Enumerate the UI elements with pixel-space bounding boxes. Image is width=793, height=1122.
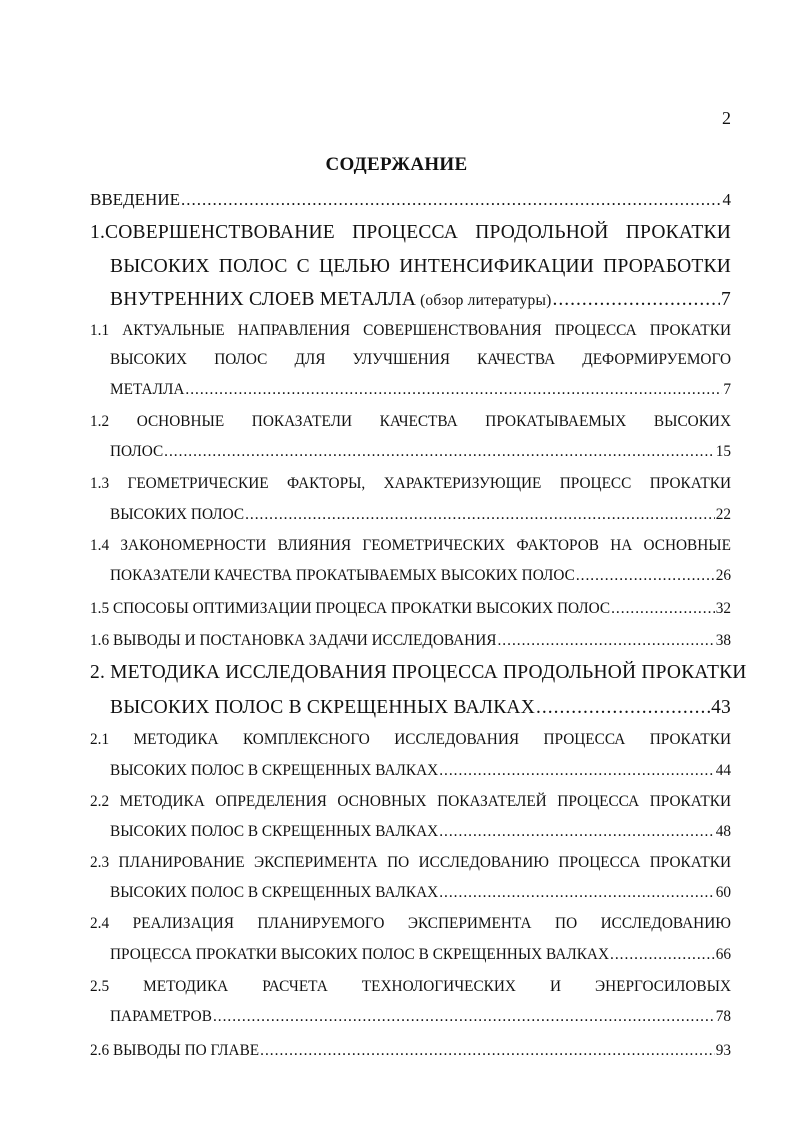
toc-page-number: 7 xyxy=(723,381,731,398)
toc-entry-line: 1.СОВЕРШЕНСТВОВАНИЕ ПРОЦЕССА ПРОДОЛЬНОЙ ПРОКАТКИ xyxy=(90,222,731,243)
toc-page-number: 48 xyxy=(715,823,731,840)
toc-entry-line: 1.1 АКТУАЛЬНЫЕ НАПРАВЛЕНИЯ СОВЕРШЕНСТВОВАНИЯ ПРОЦЕССА ПРОКАТКИ xyxy=(90,322,731,339)
page-title: СОДЕРЖАНИЕ xyxy=(325,154,468,175)
toc-entry-line xyxy=(110,443,731,461)
toc-page-number: 43 xyxy=(711,697,731,718)
toc-entry-label: 2.6 ВЫВОДЫ ПО ГЛАВЕ xyxy=(90,1042,260,1059)
toc-page-number: 78 xyxy=(715,1008,731,1025)
toc-entry-label: ПОКАЗАТЕЛИ КАЧЕСТВА ПРОКАТЫВАЕМЫХ ВЫСОКИХ ПОЛОС xyxy=(110,567,575,584)
dot-leader xyxy=(245,506,715,524)
toc-entry-line: 2.1 МЕТОДИКА КОМПЛЕКСНОГО ИССЛЕДОВАНИЯ ПРОЦЕССА ПРОКАТКИ xyxy=(90,731,731,748)
toc-page-number: 4 xyxy=(722,190,731,209)
page-number: 2 xyxy=(722,108,731,128)
dot-leader xyxy=(439,823,715,841)
dot-leader xyxy=(497,632,714,650)
toc-entry-line: 2.3 ПЛАНИРОВАНИЕ ЭКСПЕРИМЕНТА ПО ИССЛЕДОВАНИЮ ПРОЦЕССА ПРОКАТКИ xyxy=(90,854,731,871)
toc-entry-line xyxy=(110,762,731,780)
toc-entry-line: 1.3 ГЕОМЕТРИЧЕСКИЕ ФАКТОРЫ, ХАРАКТЕРИЗУЮЩИЕ ПРОЦЕСС ПРОКАТКИ xyxy=(90,475,731,492)
toc-entry-line xyxy=(110,506,731,524)
dot-leader xyxy=(611,600,715,618)
toc-entry-line xyxy=(90,1042,731,1060)
toc-entry-line xyxy=(90,600,731,618)
toc-entry-label: ВНУТРЕННИХ СЛОЕВ МЕТАЛЛА (обзор литературы) xyxy=(110,289,552,310)
toc-entry-line xyxy=(110,1008,731,1026)
toc-page-number: 7 xyxy=(721,289,731,310)
toc-page-number: 15 xyxy=(715,443,731,460)
toc-entry-line: 1.2 ОСНОВНЫЕ ПОКАЗАТЕЛИ КАЧЕСТВА ПРОКАТЫВАЕМЫХ ВЫСОКИХ xyxy=(90,413,731,430)
toc-entry-line xyxy=(110,289,731,311)
toc-entry-line xyxy=(90,632,731,650)
toc-entry-line: ВЫСОКИХ ПОЛОС ДЛЯ УЛУЧШЕНИЯ КАЧЕСТВА ДЕФОРМИРУЕМОГО xyxy=(110,351,731,368)
toc-page-number: 60 xyxy=(715,884,731,901)
toc-entry-label: ВЫСОКИХ ПОЛОС В СКРЕЩЕННЫХ ВАЛКАХ xyxy=(110,884,439,901)
toc-entry-label: ВЫСОКИХ ПОЛОС В СКРЕЩЕННЫХ ВАЛКАХ xyxy=(110,762,439,779)
toc-entry-line: ВЫСОКИХ ПОЛОС С ЦЕЛЬЮ ИНТЕНСИФИКАЦИИ ПРОРАБОТКИ xyxy=(110,256,731,277)
toc-page-number: 44 xyxy=(715,762,731,779)
dot-leader xyxy=(536,697,710,719)
toc-page-number: 93 xyxy=(715,1042,731,1059)
toc-page-number: 66 xyxy=(715,946,731,963)
toc-entry-label: ВЫСОКИХ ПОЛОС В СКРЕЩЕННЫХ ВАЛКАХ xyxy=(110,823,439,840)
toc-entry-line: 2.2 МЕТОДИКА ОПРЕДЕЛЕНИЯ ОСНОВНЫХ ПОКАЗАТЕЛЕЙ ПРОЦЕССА ПРОКАТКИ xyxy=(90,793,731,810)
toc-entry-line xyxy=(110,884,731,902)
toc-page-number: 26 xyxy=(715,567,731,584)
dot-leader xyxy=(185,381,722,399)
toc-entry-line: 1.4 ЗАКОНОМЕРНОСТИ ВЛИЯНИЯ ГЕОМЕТРИЧЕСКИХ ФАКТОРОВ НА ОСНОВНЫЕ xyxy=(90,537,731,554)
toc-entry-line xyxy=(110,567,731,585)
dot-leader xyxy=(439,884,715,902)
toc-entry-line xyxy=(90,190,731,210)
toc-entry-label: 1.5 СПОСОБЫ ОПТИМИЗАЦИИ ПРОЦЕСА ПРОКАТКИ ВЫСОКИХ ПОЛОС xyxy=(90,600,611,617)
toc-entry-label: ПРОЦЕССА ПРОКАТКИ ВЫСОКИХ ПОЛОС В СКРЕЩЕННЫХ ВАЛКАХ xyxy=(110,946,610,963)
dot-leader xyxy=(213,1008,715,1026)
dot-leader xyxy=(610,946,715,964)
toc-page-number: 22 xyxy=(715,506,731,523)
dot-leader xyxy=(576,567,715,585)
toc-entry-line: 2. МЕТОДИКА ИССЛЕДОВАНИЯ ПРОЦЕССА ПРОДОЛЬНОЙ ПРОКАТКИ xyxy=(90,662,747,683)
dot-leader xyxy=(260,1042,715,1060)
dot-leader xyxy=(164,443,715,461)
toc-entry-line xyxy=(110,697,731,719)
toc-entry-line: 2.5 МЕТОДИКА РАСЧЕТА ТЕХНОЛОГИЧЕСКИХ И ЭНЕРГОСИЛОВЫХ xyxy=(90,978,731,995)
toc-entry-line: 2.4 РЕАЛИЗАЦИЯ ПЛАНИРУЕМОГО ЭКСПЕРИМЕНТА ПО ИССЛЕДОВАНИЮ xyxy=(90,915,731,932)
toc-entry-label: ВЫСОКИХ ПОЛОС В СКРЕЩЕННЫХ ВАЛКАХ xyxy=(110,697,535,718)
dot-leader xyxy=(552,289,720,311)
dot-leader xyxy=(439,762,715,780)
toc-page-number: 32 xyxy=(715,600,731,617)
toc-entry-label: 1.6 ВЫВОДЫ И ПОСТАНОВКА ЗАДАЧИ ИССЛЕДОВАНИЯ xyxy=(90,632,497,649)
dot-leader xyxy=(181,190,722,210)
toc-entry-label: ПАРАМЕТРОВ xyxy=(110,1008,212,1025)
toc-entry-label: МЕТАЛЛА xyxy=(110,381,185,398)
toc-entry-line xyxy=(110,946,731,964)
toc-entry-line xyxy=(110,823,731,841)
toc-entry-line xyxy=(110,381,731,399)
toc-entry-label: ПОЛОС xyxy=(110,443,164,460)
toc-entry-label: ВЫСОКИХ ПОЛОС xyxy=(110,506,245,523)
toc-page-number: 38 xyxy=(715,632,731,649)
toc-entry-label: ВВЕДЕНИЕ xyxy=(90,190,180,209)
